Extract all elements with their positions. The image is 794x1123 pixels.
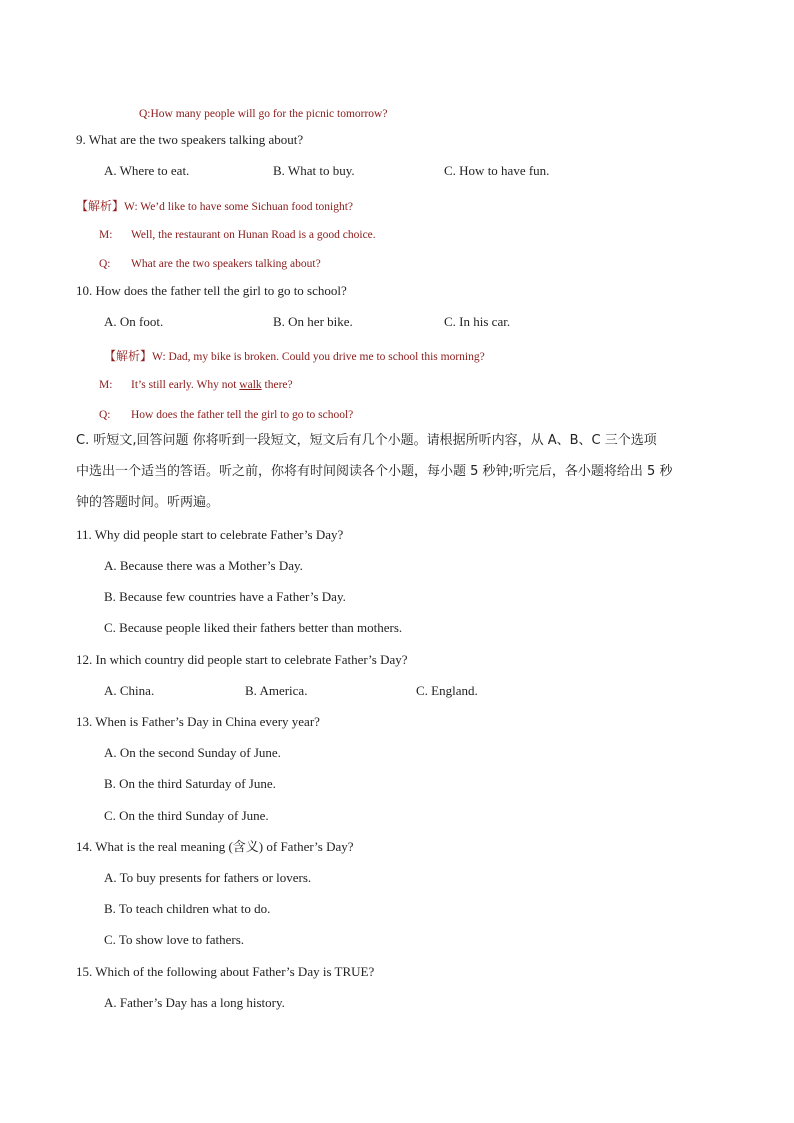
q9-option-a: A. Where to eat.: [104, 163, 190, 178]
q12-question: 12. In which country did people start to celebrate Father’s Day?: [76, 652, 408, 667]
q12-option-a: A. China.: [104, 683, 155, 698]
q10-analysis-m: [131, 376, 293, 394]
section-c-line-2: 中选出一个适当的答语。听之前，你将有时间阅读各个小题，每小题 5 秒钟;听完后，各小题将给出 5 秒: [76, 464, 673, 479]
q14-question: 14. What is the real meaning (含义) of Father’s Day?: [76, 839, 354, 854]
q9-analysis-m-label: M:: [99, 229, 113, 241]
q11-option-b: B. Because few countries have a Father’s Day.: [104, 589, 346, 604]
section-c-line-1: C. 听短文,回答问题 你将听到一段短文，短文后有几个小题。请根据所听内容，从 A、B、C 三个选项: [76, 433, 657, 448]
q9-question: 9. What are the two speakers talking about?: [76, 132, 304, 147]
q10-w-text: W: Dad, my bike is broken. Could you drive me to school this morning?: [152, 351, 485, 363]
q10-m-pre: It’s still early. Why not: [131, 379, 240, 391]
q13-option-b: B. On the third Saturday of June.: [104, 776, 276, 791]
q10-m-post: there?: [261, 379, 293, 391]
q10-analysis-m-label: M:: [99, 379, 113, 391]
q9-analysis-q: What are the two speakers talking about?: [131, 258, 321, 270]
q15-option-a: A. Father’s Day has a long history.: [104, 995, 285, 1010]
q10-option-c: C. In his car.: [444, 314, 511, 329]
q11-question: 11. Why did people start to celebrate Father’s Day?: [76, 527, 344, 542]
q10-option-a: A. On foot.: [104, 314, 164, 329]
q10-m-underlined: walk: [239, 379, 262, 391]
q15-question: 15. Which of the following about Father’s Day is TRUE?: [76, 964, 375, 979]
q12-option-b: B. America.: [245, 683, 308, 698]
q9-analysis-m: Well, the restaurant on Hunan Road is a good choice.: [131, 229, 376, 241]
q8-question-line: Q:How many people will go for the picnic tomorrow?: [139, 108, 388, 120]
q14-option-a: A. To buy presents for fathers or lovers.: [104, 870, 312, 885]
q10-option-b: B. On her bike.: [273, 314, 353, 329]
q9-analysis-tag: 【解析】: [76, 199, 125, 213]
q10-analysis-q: How does the father tell the girl to go to school?: [131, 409, 354, 421]
q9-w-text: W: We’d like to have some Sichuan food tonight?: [124, 201, 354, 213]
q12-option-c: C. England.: [416, 683, 478, 698]
q11-option-a: A. Because there was a Mother’s Day.: [104, 558, 303, 573]
q14-option-c: C. To show love to fathers.: [104, 932, 245, 947]
q13-option-a: A. On the second Sunday of June.: [104, 745, 281, 760]
q9-option-b: B. What to buy.: [273, 163, 355, 178]
q13-option-c: C. On the third Sunday of June.: [104, 808, 269, 823]
q9-analysis-q-label: Q:: [99, 258, 111, 270]
q14-option-b: B. To teach children what to do.: [104, 901, 271, 916]
q9-analysis-w: [76, 197, 353, 216]
q9-option-c: C. How to have fun.: [444, 163, 550, 178]
q10-analysis-w: [104, 347, 485, 366]
section-c-line-3: 钟的答题时间。听两遍。: [76, 495, 220, 510]
q11-option-c: C. Because people liked their fathers better than mothers.: [104, 620, 403, 635]
q10-analysis-q-label: Q:: [99, 409, 111, 421]
q13-question: 13. When is Father’s Day in China every year?: [76, 714, 320, 729]
q10-analysis-tag: 【解析】: [104, 349, 153, 363]
q10-question: 10. How does the father tell the girl to go to school?: [76, 283, 347, 298]
